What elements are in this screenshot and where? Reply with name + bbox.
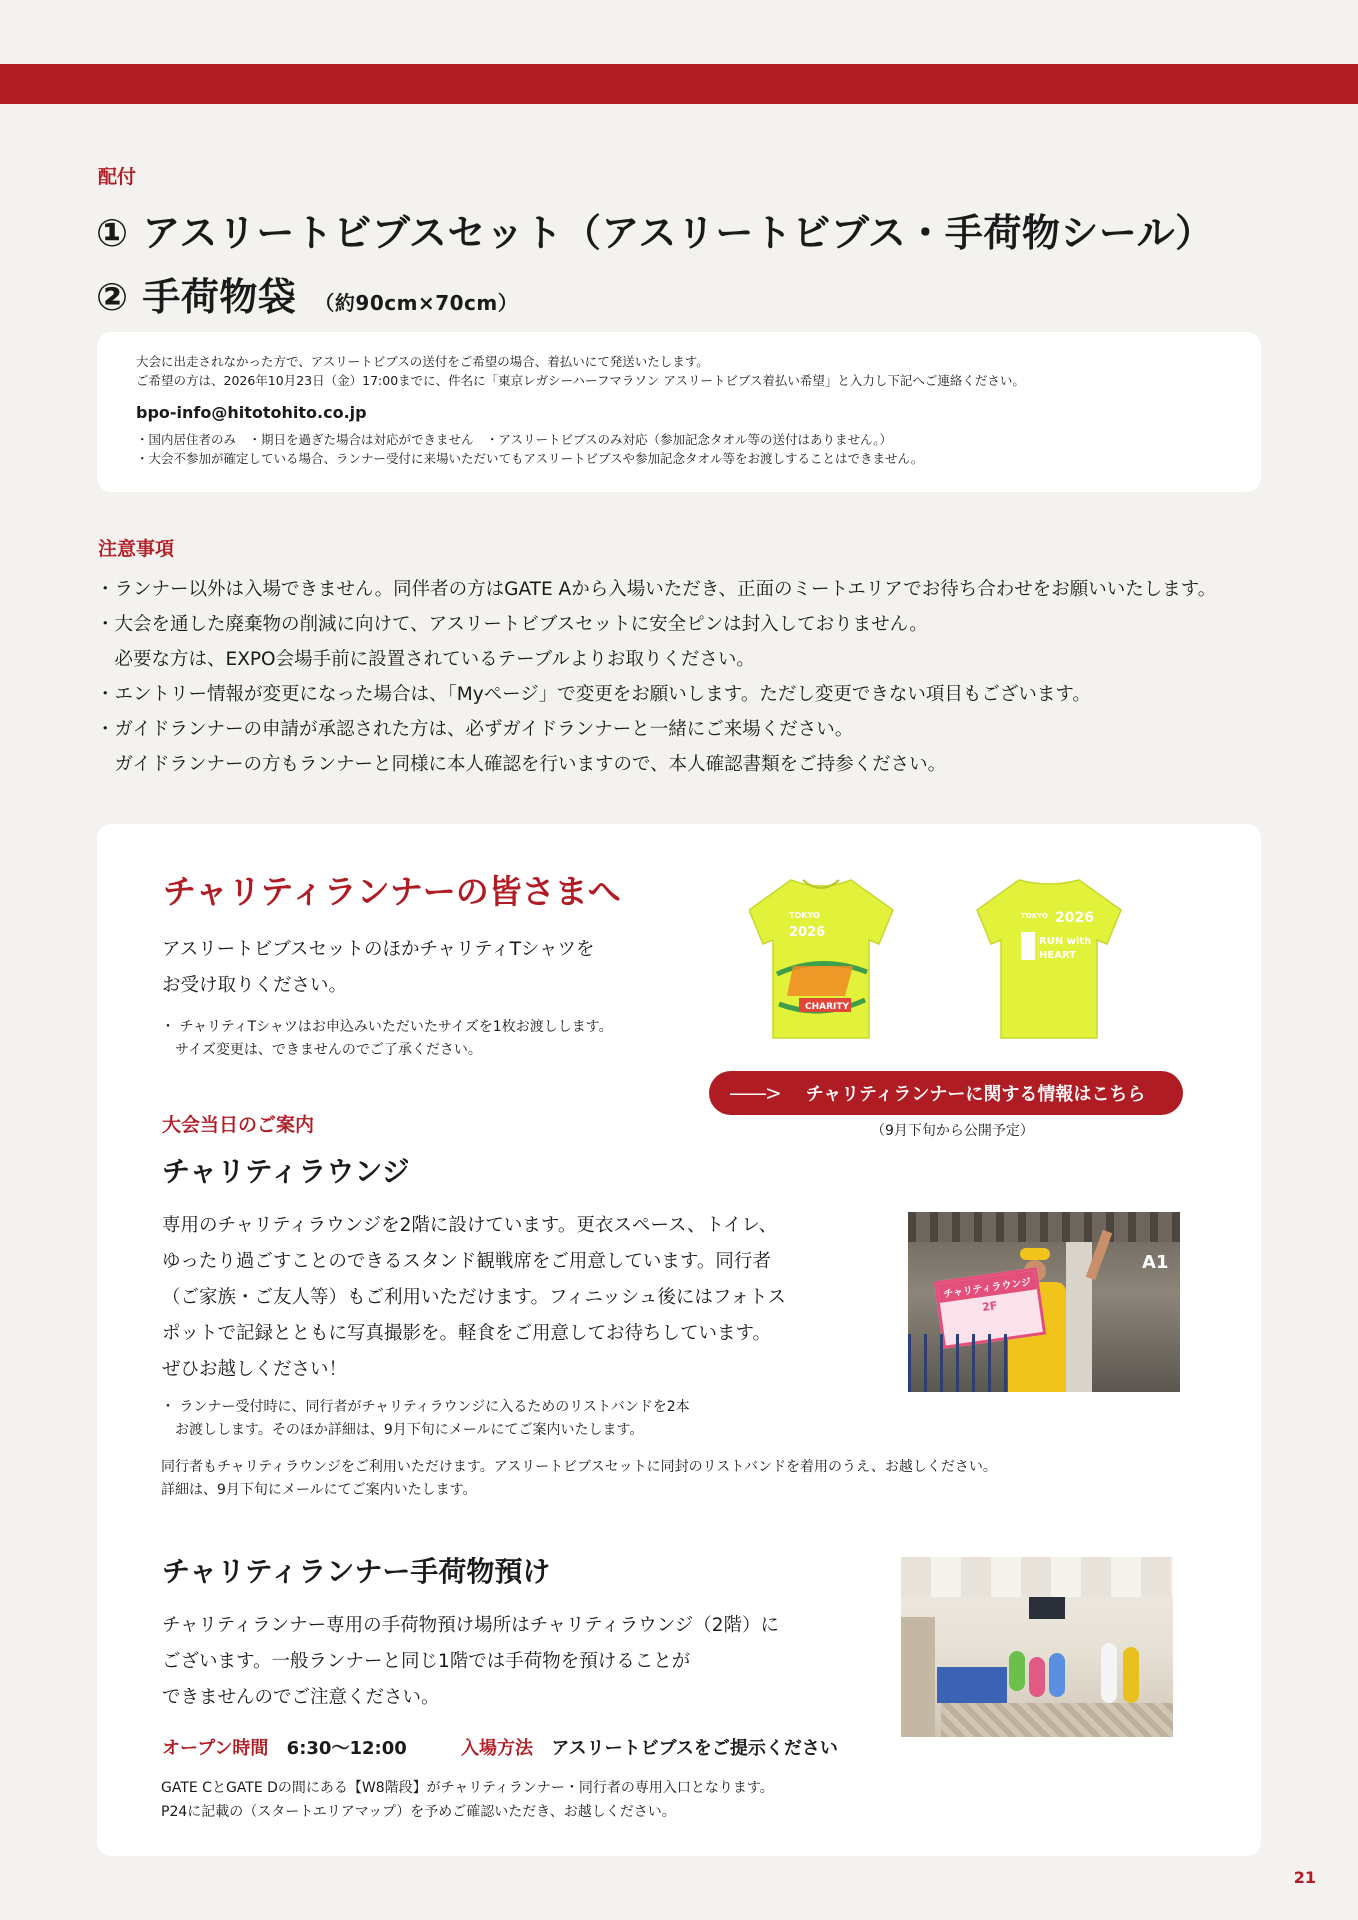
- tshirt-back-line-2: HEART: [1039, 950, 1077, 961]
- lounge-body-line: ポットで記録とともに写真撮影を。軽食をご用意してお待ちしています。: [162, 1323, 772, 1344]
- info-line-1: 大会に出走されなかった方で、アスリートビブスの送付をご希望の場合、着払いにて発送いたします。: [136, 354, 709, 369]
- tshirt-note-1: ・ チャリティTシャツはお申込みいただいたサイズを1枚お渡しします。: [161, 1019, 613, 1035]
- tshirt-back: [977, 880, 1121, 1038]
- gate-sign: A1: [1142, 1252, 1169, 1273]
- tshirt-back-year: 2026: [1055, 910, 1094, 926]
- charity-info-link-button[interactable]: [709, 1071, 1183, 1115]
- charity-tshirt-illustration: [749, 870, 1269, 1042]
- info-line-2: ご希望の方は、2026年10月23日（金）17:00までに、件名に「東京レガシーハーフマラソン アスリートビブス着払い希望」と入力し下記へご連絡ください。: [136, 373, 1025, 388]
- tshirt-back-brand: TOKYO: [1021, 912, 1048, 920]
- lounge-note-1: ・ ランナー受付時に、同行者がチャリティラウンジに入るためのリストバンドを2本: [161, 1399, 690, 1415]
- notes-list: [96, 572, 1216, 782]
- tshirt-front-badge: CHARITY: [805, 1002, 850, 1012]
- tshirt-back-line-1: RUN with: [1039, 936, 1092, 947]
- lounge-body: [162, 1208, 786, 1388]
- arrow-right-icon: ——>: [729, 1081, 780, 1105]
- page-number: 21: [1293, 1868, 1316, 1887]
- notes-line: ・大会を通した廃棄物の削減に向けて、アスリートビブスセットに安全ピンは封入しておりません。: [96, 614, 928, 635]
- baggage-body-line: できませんのでご注意ください。: [162, 1687, 440, 1708]
- baggage-title: チャリティランナー手荷物預け: [162, 1555, 551, 1588]
- charity-intro-2: お受け取りください。: [162, 975, 348, 996]
- lounge-body-line: ぜひお越しください！: [162, 1359, 348, 1380]
- lounge-body-line: ゆったり過ごすことのできるスタンド観戦席をご用意しています。同行者: [162, 1251, 771, 1272]
- distribution-item-2: [96, 266, 518, 321]
- lounge-sign-floor: 2F: [981, 1299, 999, 1315]
- header-band: [0, 64, 1358, 104]
- notes-label: 注意事項: [98, 538, 175, 560]
- baggage-area-photo: [901, 1557, 1173, 1737]
- distribution-item-1: ① アスリートビブスセット（アスリートビブス・手荷物シール）: [96, 211, 1214, 255]
- tshirt-note-2: サイズ変更は、できませんのでご了承ください。: [161, 1042, 482, 1058]
- baggage-note-1: GATE CとGATE Dの間にある【W8階段】がチャリティランナー・同行者の専用入口となります。: [161, 1780, 774, 1796]
- distribution-item-2-size: （約90cm×70cm）: [314, 291, 519, 315]
- lounge-extra-1: 同行者もチャリティラウンジをご利用いただけます。アスリートビブスセットに同封のリストバンドを着用のうえ、お越しください。: [161, 1459, 997, 1475]
- lounge-title: チャリティラウンジ: [162, 1155, 410, 1188]
- charity-card: [97, 824, 1261, 1856]
- distribution-item-2-name: ② 手荷物袋: [96, 275, 297, 319]
- charity-info-link-sub: （9月下旬から公開予定）: [871, 1123, 1034, 1139]
- contact-email[interactable]: bpo-info@hitotohito.co.jp: [136, 403, 367, 422]
- baggage-body-line: チャリティランナー専用の手荷物預け場所はチャリティラウンジ（2階）に: [162, 1615, 780, 1636]
- tshirt-front-brand: TOKYO: [789, 911, 820, 920]
- baggage-hours-row: [162, 1734, 838, 1760]
- lounge-sign-title: チャリティラウンジ: [937, 1270, 1037, 1302]
- info-bullet-1: ・国内居住者のみ ・期日を過ぎた場合は対応ができません ・アスリートビブスのみ対応（参加記念タオル等の送付はありません。）: [136, 432, 893, 447]
- notes-line: ガイドランナーの方もランナーと同様に本人確認を行いますので、本人確認書類をご持参ください。: [96, 754, 947, 775]
- open-time-value: 6:30〜12:00: [286, 1738, 407, 1759]
- charity-title: チャリティランナーの皆さまへ: [163, 872, 621, 911]
- race-day-label: 大会当日のご案内: [162, 1114, 315, 1136]
- lounge-photo: [908, 1212, 1180, 1392]
- baggage-body-line: ございます。一般ランナーと同じ1階では手荷物を預けることが: [162, 1651, 691, 1672]
- notes-line: ・ガイドランナーの申請が承認された方は、必ずガイドランナーと一緒にご来場ください。: [96, 719, 854, 740]
- lounge-body-line: （ご家族・ご友人等）もご利用いただけます。フィニッシュ後にはフォトス: [162, 1287, 786, 1308]
- entry-method-label: 入場方法: [461, 1738, 534, 1759]
- entry-method-value: アスリートビブスをご提示ください: [551, 1738, 838, 1759]
- charity-intro-1: アスリートビブスセットのほかチャリティTシャツを: [162, 939, 595, 960]
- tshirt-front-year: 2026: [789, 925, 826, 940]
- lounge-extra-2: 詳細は、9月下旬にメールにてご案内いたします。: [161, 1482, 477, 1498]
- lounge-note-2: お渡しします。そのほか詳細は、9月下旬にメールにてご案内いたします。: [161, 1422, 644, 1438]
- info-bullet-2: ・大会不参加が確定している場合、ランナー受付に来場いただいてもアスリートビブスや参加記念タオル等をお渡しすることはできません。: [136, 451, 924, 466]
- notes-line: ・エントリー情報が変更になった場合は、「Myページ」で変更をお願いします。ただし変更できない項目もございます。: [96, 684, 1091, 705]
- notes-line: 必要な方は、EXPO会場手前に設置されているテーブルよりお取りください。: [96, 649, 755, 670]
- charity-info-link-label: チャリティランナーに関する情報はこちら: [805, 1084, 1146, 1105]
- baggage-body: [162, 1608, 779, 1716]
- baggage-note-2: P24に記載の（スタートエリアマップ）を予めご確認いただき、お越しください。: [161, 1804, 676, 1820]
- open-time-label: オープン時間: [162, 1738, 269, 1759]
- distribution-label: 配付: [98, 166, 137, 188]
- notes-line: ・ランナー以外は入場できません。同伴者の方はGATE Aから入場いただき、正面のミートエリアでお待ち合わせをお願いいたします。: [96, 579, 1217, 600]
- lounge-body-line: 専用のチャリティラウンジを2階に設けています。更衣スペース、トイレ、: [162, 1215, 778, 1236]
- tshirt-front: [749, 880, 893, 1038]
- bib-delivery-info-card: [97, 332, 1261, 492]
